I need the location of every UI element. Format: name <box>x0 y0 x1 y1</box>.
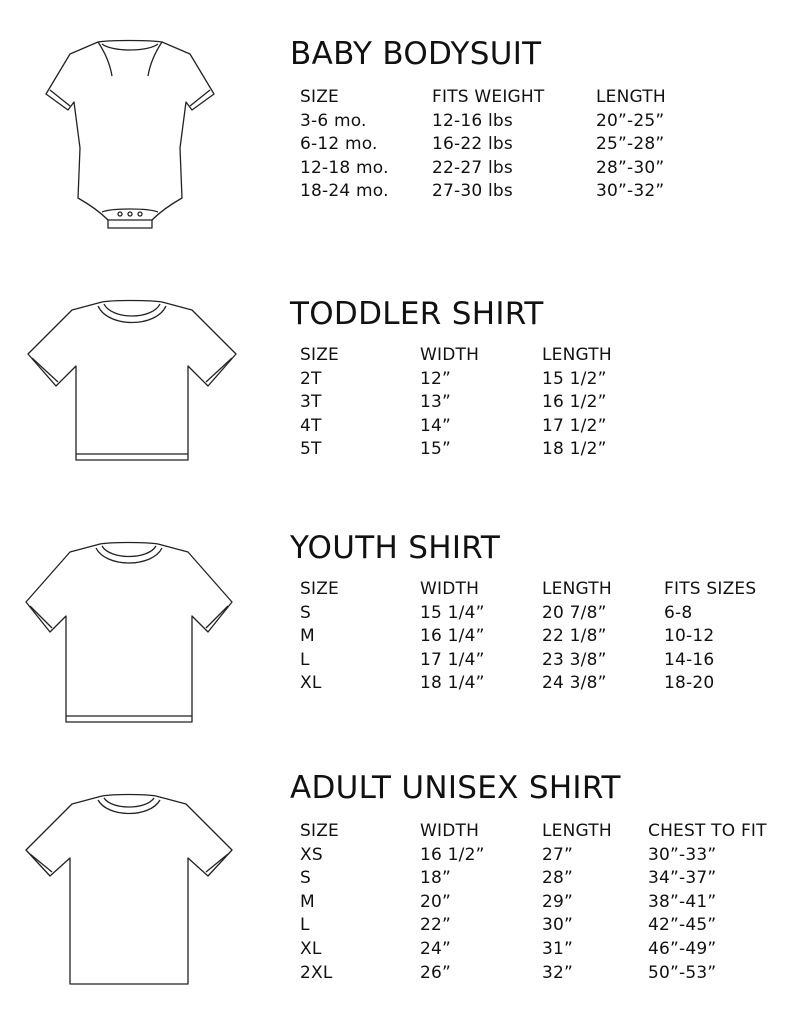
table-cell: 42”-45” <box>648 915 717 936</box>
table-cell: 12-18 mo. <box>300 157 389 178</box>
table-cell: 30”-32” <box>596 181 665 202</box>
table-cell: S <box>300 868 311 889</box>
table-cell: 23 3/8” <box>542 649 607 670</box>
table-cell: XL <box>300 938 322 959</box>
table-cell: 12-16 lbs <box>432 110 513 131</box>
table-cell: 30”-33” <box>648 844 717 865</box>
table-cell: L <box>300 915 310 936</box>
section-title: ADULT UNISEX SHIRT <box>290 770 621 806</box>
header-cell: SIZE <box>300 345 339 365</box>
table-cell: 50”-53” <box>648 962 717 983</box>
header-cell: WIDTH <box>420 345 480 365</box>
table-cell: 5T <box>300 439 322 460</box>
table-cell: 14” <box>420 415 452 436</box>
table-cell: 31” <box>542 938 574 959</box>
section-title: TODDLER SHIRT <box>290 296 544 332</box>
section-title: YOUTH SHIRT <box>290 530 501 566</box>
table-cell: 4T <box>300 415 322 436</box>
table-cell: 3-6 mo. <box>300 110 367 131</box>
header-cell: LENGTH <box>596 87 666 107</box>
table-cell: 2T <box>300 368 322 389</box>
table-cell: 6-12 mo. <box>300 134 378 155</box>
header-cell: WIDTH <box>420 821 480 841</box>
table-cell: 29” <box>542 891 574 912</box>
table-cell: 3T <box>300 392 322 413</box>
table-cell: 22” <box>420 915 452 936</box>
table-cell: 18 1/2” <box>542 439 607 460</box>
table-cell: 15” <box>420 439 452 460</box>
table-cell: XS <box>300 844 323 865</box>
table-cell: 27” <box>542 844 574 865</box>
table-cell: 12” <box>420 368 452 389</box>
section-title: BABY BODYSUIT <box>290 36 542 72</box>
table-cell: 13” <box>420 392 452 413</box>
table-cell: 10-12 <box>664 626 715 647</box>
table-cell: 24” <box>420 938 452 959</box>
table-cell: 34”-37” <box>648 868 717 889</box>
table-cell: 28”-30” <box>596 157 665 178</box>
table-cell: 16 1/2” <box>420 844 485 865</box>
table-cell: 25”-28” <box>596 134 665 155</box>
table-cell: 22 1/8” <box>542 626 607 647</box>
header-cell: CHEST TO FIT <box>648 821 767 841</box>
table-cell: 2XL <box>300 962 333 983</box>
table-cell: 27-30 lbs <box>432 181 513 202</box>
header-cell: FITS SIZES <box>664 579 757 599</box>
table-cell: 18-20 <box>664 673 715 694</box>
adult-shirt-icon <box>22 792 236 988</box>
table-cell: 17 1/4” <box>420 649 485 670</box>
header-cell: SIZE <box>300 579 339 599</box>
table-cell: 38”-41” <box>648 891 717 912</box>
header-cell: LENGTH <box>542 579 612 599</box>
table-cell: 46”-49” <box>648 938 717 959</box>
header-cell: WIDTH <box>420 579 480 599</box>
table-cell: 16-22 lbs <box>432 134 513 155</box>
table-cell: 18” <box>420 868 452 889</box>
table-cell: 32” <box>542 962 574 983</box>
table-cell: 20”-25” <box>596 110 665 131</box>
table-cell: 18-24 mo. <box>300 181 389 202</box>
header-cell: SIZE <box>300 821 339 841</box>
header-cell: LENGTH <box>542 345 612 365</box>
table-cell: 6-8 <box>664 602 693 623</box>
table-cell: 30” <box>542 915 574 936</box>
table-cell: M <box>300 891 315 912</box>
table-cell: 16 1/4” <box>420 626 485 647</box>
header-cell: LENGTH <box>542 821 612 841</box>
table-cell: 28” <box>542 868 574 889</box>
table-cell: 18 1/4” <box>420 673 485 694</box>
table-cell: S <box>300 602 311 623</box>
table-cell: 26” <box>420 962 452 983</box>
table-cell: 15 1/2” <box>542 368 607 389</box>
table-cell: 15 1/4” <box>420 602 485 623</box>
table-cell: 20” <box>420 891 452 912</box>
table-cell: 17 1/2” <box>542 415 607 436</box>
table-cell: 14-16 <box>664 649 715 670</box>
table-cell: 24 3/8” <box>542 673 607 694</box>
table-cell: M <box>300 626 315 647</box>
header-cell: FITS WEIGHT <box>432 87 545 107</box>
table-cell: L <box>300 649 310 670</box>
table-cell: 16 1/2” <box>542 392 607 413</box>
table-cell: 20 7/8” <box>542 602 607 623</box>
table-cell: 22-27 lbs <box>432 157 513 178</box>
header-cell: SIZE <box>300 87 339 107</box>
table-cell: XL <box>300 673 322 694</box>
